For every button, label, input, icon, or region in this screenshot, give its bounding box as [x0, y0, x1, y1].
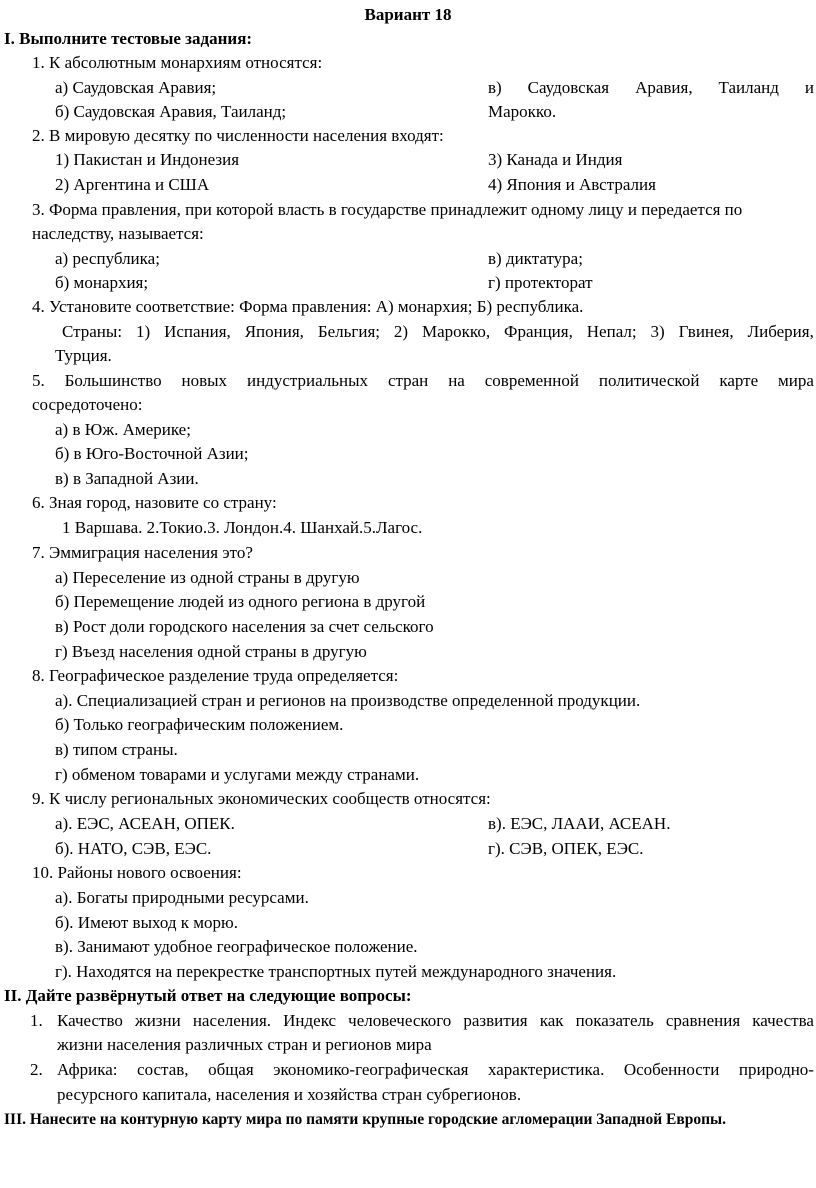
question-4-countries [62, 320, 814, 344]
word: жизни [134, 1011, 181, 1030]
question-2-option-4: 4) Япония и Австралия [488, 175, 656, 194]
word: Непал; [586, 322, 637, 341]
word: показатель [575, 1011, 654, 1030]
word: 1) [135, 322, 151, 341]
question-2-option-3: 3) Канада и Индия [488, 150, 623, 169]
question-1-option-b: б) Саудовская Аравия, Таиланд; [55, 102, 287, 121]
word: мира [778, 371, 814, 390]
word: индустриальных [246, 371, 369, 390]
page-title: Вариант 18 [364, 5, 452, 24]
question-10-option-v: в). Занимают удобное географическое положение. [55, 937, 418, 956]
word: новых [181, 371, 228, 390]
question-10: 10. Районы нового освоения: [32, 863, 242, 882]
word: природно- [738, 1060, 814, 1079]
section-3-heading: III. Нанесите на контурную карту мира по памяти крупные городские агломерации Западной Европы. [4, 1111, 727, 1128]
question-5 [32, 369, 814, 393]
question-10-option-b: б). Имеют выход к морю. [55, 913, 238, 932]
word: Саудовская [527, 78, 610, 97]
question-3-option-v: в) диктатура; [488, 249, 583, 268]
question-9: 9. К числу региональных экономических сообществ относятся: [32, 789, 491, 808]
question-2-option-1: 1) Пакистан и Индонезия [55, 150, 240, 169]
question-1: 1. К абсолютным монархиям относятся: [32, 53, 323, 72]
question-1-option-v [488, 76, 814, 100]
question-9-option-b: б). НАТО, СЭВ, ЕЭС. [55, 839, 212, 858]
word: современной [484, 371, 579, 390]
question-4-countries-continuation: Турция. [55, 346, 112, 365]
word: Испания, [164, 322, 231, 341]
word: экономико-географическая [273, 1060, 469, 1079]
section-2-item-1 [57, 1009, 814, 1033]
word: Большинство [64, 371, 162, 390]
question-5-option-a: а) в Юж. Америке; [55, 420, 191, 439]
question-4: 4. Установите соответствие: Форма правления: А) монархия; Б) республика. [32, 297, 584, 316]
word: Франция, [504, 322, 573, 341]
question-1-option-a: а) Саудовская Аравия; [55, 78, 217, 97]
question-3-line-2: наследству, называется: [32, 224, 204, 243]
word: и [804, 78, 814, 97]
word: 5. [32, 371, 45, 390]
question-8-option-a: а). Специализацией стран и регионов на производстве определенной продукции. [55, 691, 641, 710]
word: 3) [650, 322, 665, 341]
question-7-option-b: б) Перемещение людей из одного региона в другой [55, 592, 426, 611]
word: общая [208, 1060, 254, 1079]
word: стран [387, 371, 429, 390]
section-2-item-1-number: 1. [30, 1011, 43, 1030]
question-3-option-a: а) республика; [55, 249, 160, 268]
word: Африка: [57, 1060, 118, 1079]
word: сравнения [665, 1011, 741, 1030]
question-8: 8. Географическое разделение труда определяется: [32, 666, 399, 685]
question-9-option-a: а). ЕЭС, АСЕАН, ОПЕК. [55, 814, 235, 833]
word: Особенности [623, 1060, 720, 1079]
question-8-option-v: в) типом страны. [55, 740, 178, 759]
word: развития [463, 1011, 528, 1030]
question-5-option-b: б) в Юго-Восточной Азии; [55, 444, 249, 463]
word: Качество [57, 1011, 123, 1030]
section-2-heading: II. Дайте развёрнутый ответ на следующие вопросы: [4, 986, 412, 1005]
word: Страны: [62, 322, 123, 341]
word: человеческого [348, 1011, 452, 1030]
word: Таиланд [718, 78, 779, 97]
word: состав, [137, 1060, 189, 1079]
question-3-line-1: 3. Форма правления, при которой власть в государстве принадлежит одному лицу и передается по [32, 200, 743, 219]
word: Индекс [283, 1011, 337, 1030]
question-10-option-a: а). Богаты природными ресурсами. [55, 888, 309, 907]
question-3-option-g: г) протекторат [488, 273, 593, 292]
word: Япония, [244, 322, 304, 341]
word: политической [598, 371, 700, 390]
question-9-option-g: г). СЭВ, ОПЕК, ЕЭС. [488, 839, 644, 858]
section-2-item-1-continuation: жизни населения различных стран и регионов мира [57, 1035, 432, 1054]
question-5-continuation: сосредоточено: [32, 395, 143, 414]
question-5-option-v: в) в Западной Азии. [55, 469, 199, 488]
word: Аравия, [635, 78, 693, 97]
question-8-option-b: б) Только географическим положением. [55, 715, 344, 734]
question-10-option-g: г). Находятся на перекрестке транспортных путей международного значения. [55, 962, 617, 981]
section-2-item-2-continuation: ресурсного капитала, населения и хозяйства стран субрегионов. [57, 1085, 522, 1104]
question-6: 6. Зная город, назовите со страну: [32, 493, 277, 512]
question-1-option-v-continuation: Марокко. [488, 102, 557, 121]
word: населения. [192, 1011, 272, 1030]
question-7: 7. Эммиграция населения это? [32, 543, 253, 562]
section-2-item-2 [57, 1058, 814, 1082]
word: характеристика. [487, 1060, 605, 1079]
question-2-option-2: 2) Аргентина и США [55, 175, 210, 194]
question-6-cities: 1 Варшава. 2.Токио.3. Лондон.4. Шанхай.5.Лагос. [62, 518, 423, 537]
word: Марокко, [422, 322, 491, 341]
word: как [539, 1011, 564, 1030]
word: на [448, 371, 465, 390]
section-2-item-2-number: 2. [30, 1060, 43, 1079]
question-3-option-b: б) монархия; [55, 273, 149, 292]
question-7-option-a: а) Переселение из одной страны в другую [55, 568, 360, 587]
word: карте [719, 371, 759, 390]
question-7-option-v: в) Рост доли городского населения за счет сельского [55, 617, 434, 636]
question-9-option-v: в). ЕЭС, ЛААИ, АСЕАН. [488, 814, 671, 833]
question-7-option-g: г) Въезд населения одной страны в другую [55, 642, 367, 661]
question-2: 2. В мировую десятку по численности населения входят: [32, 126, 444, 145]
word: в) [488, 78, 502, 97]
word: Бельгия; [317, 322, 380, 341]
word: 2) [393, 322, 409, 341]
section-1-heading: I. Выполните тестовые задания: [4, 29, 253, 48]
word: Либерия, [747, 322, 814, 341]
question-8-option-g: г) обменом товарами и услугами между странами. [55, 765, 420, 784]
word: Гвинея, [678, 322, 734, 341]
word: качества [752, 1011, 814, 1030]
